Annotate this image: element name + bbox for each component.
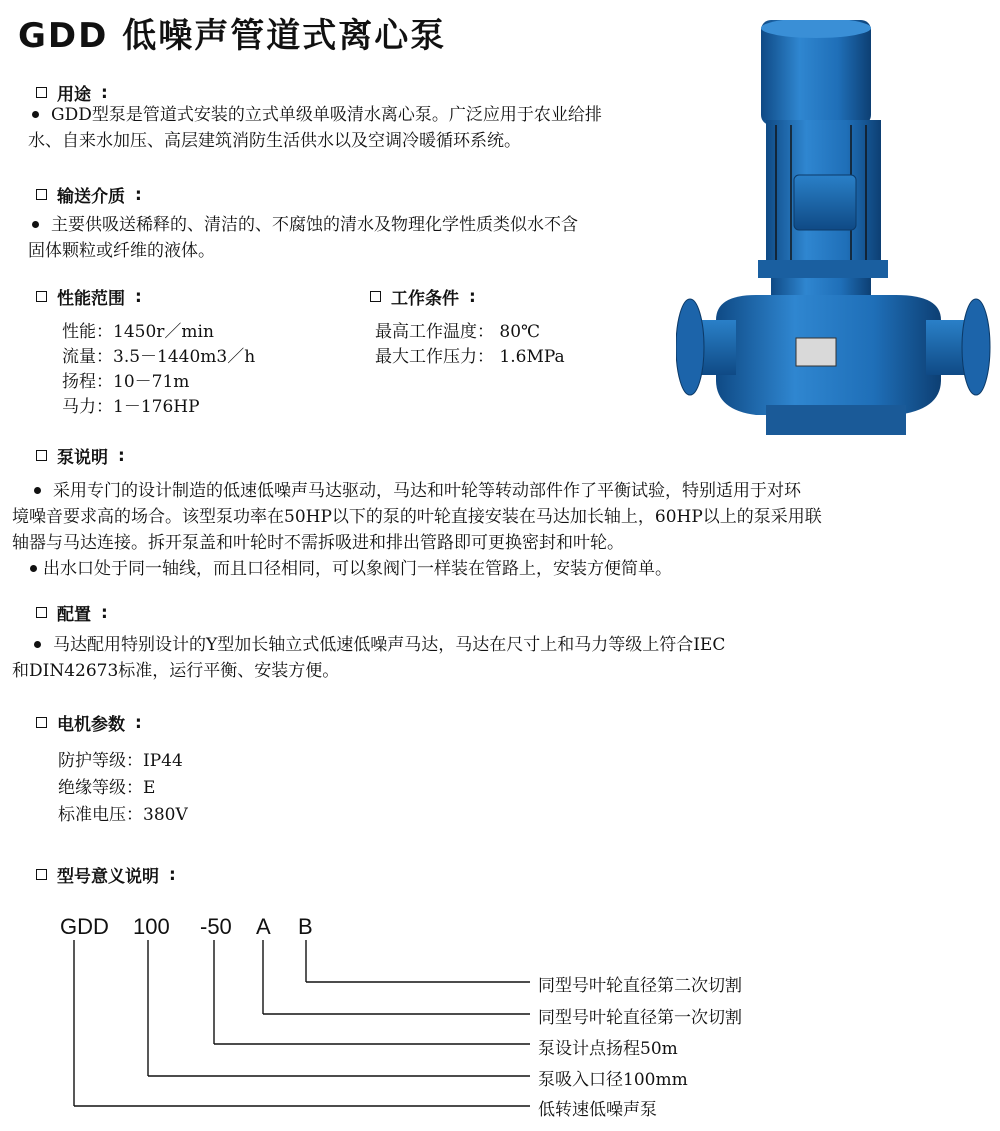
model-desc-head: 泵设计点扬程50m [538,1039,678,1059]
list-item: 流量：3.5－1440m3／h [62,347,256,367]
checkbox-icon [36,869,47,880]
list-item: 性能：1450r／min [62,322,214,342]
checkbox-icon [36,189,47,200]
section-model-heading: 型号意义说明 : [36,862,176,887]
bullet-icon [34,641,41,648]
bullet-icon [32,111,39,118]
bullet-icon [34,487,41,494]
section-usage-heading: 用途 : [36,80,108,105]
performance-list [62,320,255,420]
list-item: 绝缘等级：E [58,778,156,798]
page-title: GDD 低噪声管道式离心泵 [18,16,447,56]
model-part-cut-2: B [298,914,313,939]
section-config-heading: 配置 : [36,600,108,625]
bullet-icon [32,221,39,228]
model-part-cut-1: A [256,914,271,939]
bullet-icon [30,565,37,572]
model-desc-cut-1: 同型号叶轮直径第一次切割 [538,1008,742,1028]
model-desc-series: 低转速低噪声泵 [538,1100,657,1120]
model-part-head: -50 [200,914,232,939]
model-connector-lines [0,940,540,1120]
model-desc-inlet: 泵吸入口径100mm [538,1070,688,1090]
checkbox-icon [370,291,381,302]
list-item: 标准电压：380V [58,805,188,825]
motor-list [58,748,188,829]
model-desc-cut-2: 同型号叶轮直径第二次切割 [538,976,742,996]
list-item: 马力：1－176HP [62,397,200,417]
checkbox-icon [36,291,47,302]
checkbox-icon [36,87,47,98]
list-item: 最高工作温度： 80℃ [375,322,541,342]
list-item: 扬程：10－71m [62,372,190,392]
list-item: 防护等级：IP44 [58,751,183,771]
section-description-heading: 泵说明 : [36,443,125,468]
conditions-list [375,320,565,370]
section-description-text: 采用专门的设计制造的低速低噪声马达驱动，马达和叶轮等转动部件作了平衡试验，特别适用于对环 境噪音要求高的场合。该型泵功率在50HP以下的泵的叶轮直接安装在马达加长轴上，60HP以上的泵采用联 轴器与马达连接。拆开泵盖和叶轮时不需拆吸进和排出管路即可更换密封和叶轮。 出水口处于同一轴线，而且口径相同，可以象阀门一样装在管路上，安装方便简单。 [12,481,822,579]
section-medium-heading: 输送介质 : [36,182,142,207]
model-part-inlet: 100 [133,914,170,939]
section-performance-heading: 性能范围 : [36,284,142,309]
section-config-text: 马达配用特别设计的Y型加长轴立式低速低噪声马达，马达在尺寸上和马力等级上符合IEC 和DIN42673标准，运行平衡、安装方便。 [12,635,726,681]
checkbox-icon [36,450,47,461]
section-usage-text: GDD型泵是管道式安装的立式单级单吸清水离心泵。广泛应用于农业给排 水、自来水加压、高层建筑消防生活供水以及空调冷暖循环系统。 [28,105,602,151]
list-item: 最大工作压力： 1.6MPa [375,347,565,367]
section-motor-heading: 电机参数 : [36,710,142,735]
checkbox-icon [36,607,47,618]
model-part-series: GDD [60,914,109,939]
section-medium-text: 主要供吸送稀释的、清洁的、不腐蚀的清水及物理化学性质类似水不含 固体颗粒或纤维的液体。 [28,215,578,261]
section-conditions-heading: 工作条件 : [370,284,476,309]
checkbox-icon [36,717,47,728]
